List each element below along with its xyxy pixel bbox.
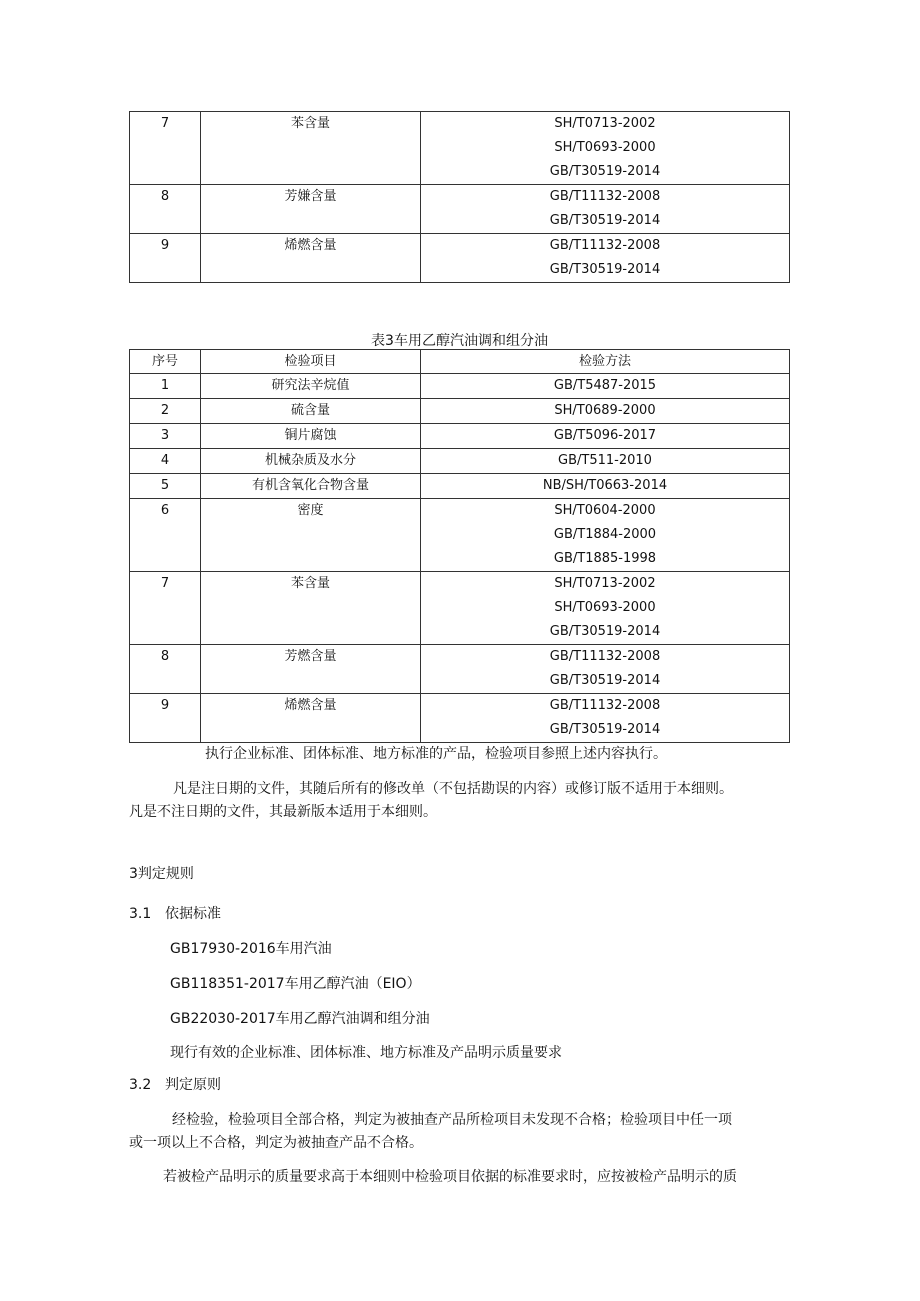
table3-caption: 表3车用乙醇汽油调和组分油 xyxy=(371,333,548,349)
cell-item: 有机含氧化合物含量 xyxy=(201,474,421,499)
cell-item: 苯含量 xyxy=(201,572,421,645)
method-standard: SH/T0693-2000 xyxy=(554,140,656,155)
cell-item: 烯燃含量 xyxy=(201,234,421,283)
method-standard: GB/T5096-2017 xyxy=(553,428,657,443)
cell-no: 3 xyxy=(130,424,201,449)
table-header-row xyxy=(130,350,790,374)
header-method: 检验方法 xyxy=(421,350,790,374)
cell-methods xyxy=(421,572,790,645)
method-standard: NB/SH/T0663-2014 xyxy=(542,478,668,493)
cell-methods xyxy=(421,399,790,424)
table-row xyxy=(130,112,790,185)
table-row xyxy=(130,645,790,694)
method-standard: GB/T11132-2008 xyxy=(549,189,661,204)
method-standard: SH/T0713-2002 xyxy=(554,116,656,131)
cell-no: 2 xyxy=(130,399,201,424)
cell-no: 9 xyxy=(130,234,201,283)
method-standard: SH/T0604-2000 xyxy=(554,503,656,518)
cell-no: 7 xyxy=(130,112,201,185)
cell-methods xyxy=(421,499,790,572)
cell-methods xyxy=(421,185,790,234)
cell-methods xyxy=(421,694,790,743)
table-row xyxy=(130,374,790,399)
method-standard: GB/T11132-2008 xyxy=(549,698,661,713)
cell-no: 8 xyxy=(130,645,201,694)
method-standard: GB/T11132-2008 xyxy=(549,649,661,664)
cell-item: 研究法辛烷值 xyxy=(201,374,421,399)
cell-no: 7 xyxy=(130,572,201,645)
rule-line3: 若被检产品明示的质量要求高于本细则中检验项目依据的标准要求时，应按被检产品明示的质 xyxy=(163,1169,737,1185)
method-standard: SH/T0689-2000 xyxy=(554,403,656,418)
table-row xyxy=(130,185,790,234)
section-3-1-number: 3.1 xyxy=(129,906,152,922)
cell-methods xyxy=(421,424,790,449)
table-continuation xyxy=(129,111,790,283)
cell-item: 芳燃含量 xyxy=(201,645,421,694)
method-standard: GB/T30519-2014 xyxy=(549,213,661,228)
cell-item: 烯燃含量 xyxy=(201,694,421,743)
standard-3: GB22030-2017车用乙醇汽油调和组分油 xyxy=(170,1011,430,1027)
table-row xyxy=(130,499,790,572)
cell-item: 苯含量 xyxy=(201,112,421,185)
dated-docs-line2: 凡是不注日期的文件，其最新版本适用于本细则。 xyxy=(129,804,437,820)
cell-item: 芳嫌含量 xyxy=(201,185,421,234)
table-row xyxy=(130,234,790,283)
method-standard: GB/T1885-1998 xyxy=(553,551,657,566)
standard-2: GB118351-2017车用乙醇汽油（EIO） xyxy=(170,976,421,992)
table-row xyxy=(130,474,790,499)
method-standard: GB/T30519-2014 xyxy=(549,164,661,179)
cell-no: 1 xyxy=(130,374,201,399)
header-no: 序号 xyxy=(130,350,201,374)
header-item: 检验项目 xyxy=(201,350,421,374)
cell-no: 9 xyxy=(130,694,201,743)
rule-line1: 经检验，检验项目全部合格，判定为被抽查产品所检项目未发现不合格；检验项目中任一项 xyxy=(172,1112,732,1128)
dated-docs-line1: 凡是注日期的文件，其随后所有的修改单（不包括勘误的内容）或修订版不适用于本细则。 xyxy=(173,781,733,797)
cell-methods xyxy=(421,449,790,474)
cell-no: 8 xyxy=(130,185,201,234)
method-standard: GB/T30519-2014 xyxy=(549,262,661,277)
method-standard: GB/T5487-2015 xyxy=(553,378,657,393)
cell-methods xyxy=(421,645,790,694)
section-3-2-number: 3.2 xyxy=(129,1077,152,1093)
method-standard: GB/T1884-2000 xyxy=(553,527,657,542)
cell-item: 机械杂质及水分 xyxy=(201,449,421,474)
cell-item: 密度 xyxy=(201,499,421,572)
method-standard: SH/T0693-2000 xyxy=(554,600,656,615)
method-standard: GB/T30519-2014 xyxy=(549,624,661,639)
cell-methods xyxy=(421,234,790,283)
cell-item: 硫含量 xyxy=(201,399,421,424)
table-row xyxy=(130,572,790,645)
cell-item: 铜片腐蚀 xyxy=(201,424,421,449)
rule-line2: 或一项以上不合格，判定为被抽查产品不合格。 xyxy=(129,1135,423,1151)
method-standard: GB/T30519-2014 xyxy=(549,722,661,737)
table3 xyxy=(129,349,790,743)
note-text: 执行企业标准、团体标准、地方标准的产品，检验项目参照上述内容执行。 xyxy=(205,746,667,762)
section-3-2-title: 判定原则 xyxy=(165,1077,221,1093)
table-row xyxy=(130,424,790,449)
cell-methods xyxy=(421,112,790,185)
cell-no: 5 xyxy=(130,474,201,499)
cell-methods xyxy=(421,474,790,499)
table-row xyxy=(130,449,790,474)
method-standard: GB/T511-2010 xyxy=(558,453,652,468)
section-3-1-title: 依据标准 xyxy=(165,906,221,922)
section-3-heading: 3判定规则 xyxy=(129,866,194,882)
cell-methods xyxy=(421,374,790,399)
method-standard: GB/T11132-2008 xyxy=(549,238,661,253)
table-row xyxy=(130,694,790,743)
method-standard: GB/T30519-2014 xyxy=(549,673,661,688)
standard-4: 现行有效的企业标准、团体标准、地方标准及产品明示质量要求 xyxy=(170,1045,562,1061)
standard-1: GB17930-2016车用汽油 xyxy=(170,941,332,957)
cell-no: 6 xyxy=(130,499,201,572)
table-row xyxy=(130,399,790,424)
cell-no: 4 xyxy=(130,449,201,474)
method-standard: SH/T0713-2002 xyxy=(554,576,656,591)
